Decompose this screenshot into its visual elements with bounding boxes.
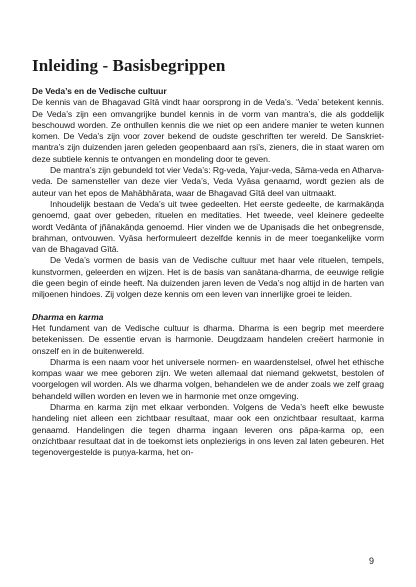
- heading-en: en: [63, 311, 79, 322]
- paragraph: Inhoudelijk bestaan de Veda’s uit twee gedeelten. Het eerste gedeelte, de karmakāṇḍa genoemd, gaat over gebeden, rituelen en meditaties. Het tweede, veel kleinere gedeelte wordt Vedānta of jñānakāṇḍa genoemd. Hier vinden we de Upaniṣads die het onbegrensde, brahman, ontvouwen. Vyāsa herformuleert dezelfde kennis in de meer toegankelijke vorm van de Bhagavad Gītā.: [32, 198, 384, 255]
- paragraph: Dharma en karma zijn met elkaar verbonden. Volgens de Veda’s heeft elke bewuste handeling niet alleen een zichtbaar resultaat, maar ook een onzichtbaar resultaat, karma genaamd. Handelingen die tegen dharma ingaan leveren ons pāpa-karma op, een onzichtbaar resultaat dat in de toekomst iets onplezierigs in ons leven zal laten gebeuren. Het tegenovergestelde is puṇya-karma, het on-: [32, 402, 384, 458]
- page-title: Inleiding - Basisbegrippen: [32, 56, 226, 75]
- paragraph: Het fundament van de Vedische cultuur is dharma. Dharma is een begrip met meerdere betekenissen. De essentie ervan is harmonie. Deugdzaam handelen creëert harmonie in onszelf en in de buitenwereld.: [32, 322, 384, 356]
- paragraph: Dharma is een naam voor het universele normen- en waardenstelsel, ofwel het ethische kompas waar we mee geboren zijn. We weten allemaal dat niemand gekwetst, bestolen of voorgelogen wil worden. Als we dharma volgen, behandelen we de ander zoals we zelf graag behandeld willen worden en leven we in harmonie met onze omgeving.: [32, 356, 384, 401]
- paragraph: De kennis van de Bhagavad Gītā vindt haar oorsprong in de Veda’s. ‘Veda’ betekent kennis. De Veda’s zijn een omvangrijke bundel kennis in de vorm van mantra’s, die als goddelijk beschouwd worden. Ze onthullen kennis die we niet op een andere manier te weten kunnen komen. De Veda’s zijn voor zover bekend de oudste geschriften ter wereld. De Sanskriet-mantra’s zijn duizenden jaren geleden geopenbaard aan ṛṣi’s, zieners, die in staat waren om deze subtiele kennis te ontvangen en mondeling door te geven.: [32, 97, 384, 164]
- paragraph: De mantra’s zijn gebundeld tot vier Veda’s: Rg-veda, Yajur-veda, Sāma-veda en Atharva-veda. De samensteller van deze vier Veda’s, Veda Vyāsa genaamd, wordt gezien als de auteur van het epos de Mahābhārata, waar de Bhagavad Gītā deel van uitmaakt.: [32, 165, 384, 198]
- page-body: [32, 86, 384, 459]
- paragraph: De Veda’s vormen de basis van de Vedische cultuur met haar vele rituelen, tempels, kunstvormen, geleerden en wijzen. Het is de basis van sanātana-dharma, de eeuwige religie die geen begin of einde heeft. Na duizenden jaren leven de Veda’s nog altijd in de harten van miljoenen hindoes. Zij volgen deze kennis om een leven van innerlijke groei te leiden.: [32, 255, 384, 300]
- section-heading-vedas: De Veda’s en de Vedische cultuur: [32, 86, 167, 96]
- heading-dharma: Dharma: [32, 311, 64, 322]
- section-heading-dharma-karma: [32, 312, 384, 323]
- page-number: 9: [368, 556, 374, 566]
- heading-karma: karma: [78, 311, 104, 322]
- section-spacer: [32, 301, 384, 312]
